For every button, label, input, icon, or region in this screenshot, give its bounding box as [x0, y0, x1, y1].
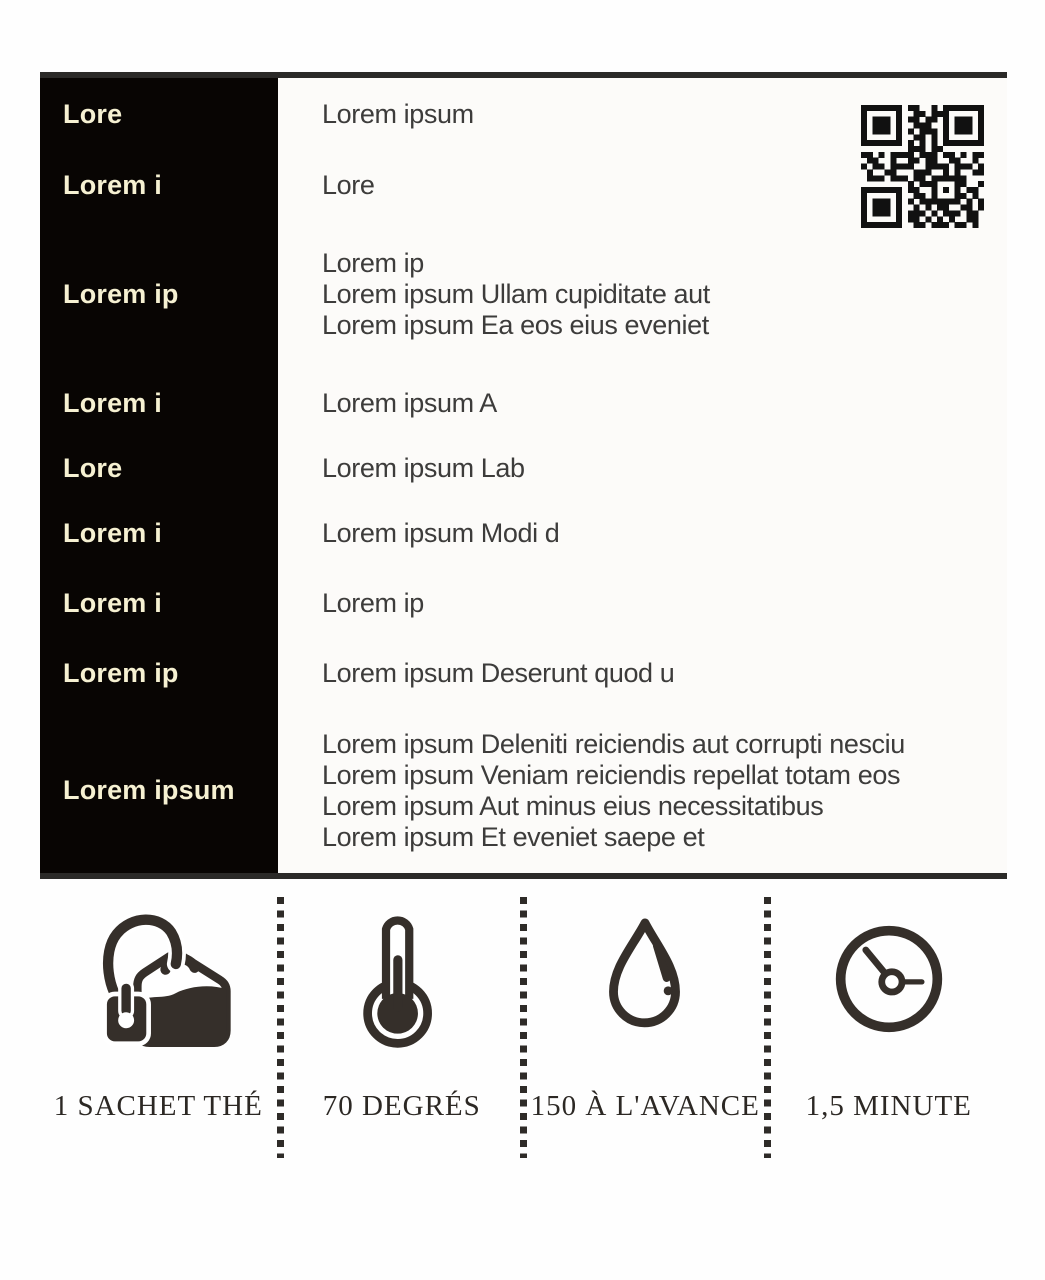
row-value: [278, 638, 1007, 708]
row-value: [278, 568, 1007, 638]
brew-step-time: [771, 897, 1008, 1158]
brew-instructions: [40, 897, 1007, 1158]
row-value-line: Lorem ip: [322, 247, 424, 278]
row-value: [278, 708, 1007, 873]
row-label: Lorem i: [40, 498, 278, 568]
row-value-line: Lorem ipsum Aut minus eius necessitatibus: [322, 790, 824, 821]
row-value-line: Lorem ipsum Deleniti reiciendis aut corrupti nesciu: [322, 728, 905, 759]
dotted-divider: [520, 897, 527, 1158]
row-label: Lore: [40, 78, 278, 150]
row-value-line: Lorem ipsum: [322, 98, 474, 129]
row-value: [278, 368, 1007, 438]
row-label: Lorem ipsum: [40, 708, 278, 873]
qr-code-image: [859, 105, 986, 228]
spec-table: [40, 72, 1007, 879]
tea-bag-icon: [83, 897, 233, 1060]
table-row: [40, 438, 1007, 498]
row-value: [278, 438, 1007, 498]
table-row: [40, 708, 1007, 873]
table-row: [40, 638, 1007, 708]
table-row: [40, 368, 1007, 438]
brew-step-label: 150 À L'AVANCE: [530, 1090, 760, 1122]
dotted-divider: [277, 897, 284, 1158]
row-value: [278, 220, 1007, 368]
row-value-line: Lore: [322, 169, 375, 200]
thermometer-icon: [353, 897, 450, 1060]
brew-step-temperature: [284, 897, 521, 1158]
row-value-line: Lorem ipsum Veniam reiciendis repellat totam eos: [322, 759, 901, 790]
table-row: [40, 498, 1007, 568]
row-label: Lorem i: [40, 368, 278, 438]
row-label: Lorem ip: [40, 220, 278, 368]
brew-step-label: 1 SACHET THÉ: [53, 1090, 263, 1122]
table-row: [40, 568, 1007, 638]
table-row: [40, 220, 1007, 368]
row-label: Lorem i: [40, 568, 278, 638]
row-value-line: Lorem ipsum Ea eos eius eveniet: [322, 309, 709, 340]
brew-step-label: 70 DEGRÉS: [322, 1090, 481, 1122]
row-value-line: Lorem ipsum Et eveniet saepe et: [322, 821, 705, 852]
brew-step-label: 1,5 MINUTE: [805, 1090, 972, 1122]
row-value-line: Lorem ip: [322, 587, 424, 618]
qr-code: [859, 105, 986, 228]
row-value-line: Lorem ipsum Lab: [322, 452, 525, 483]
row-label: Lorem i: [40, 150, 278, 220]
row-value: [278, 498, 1007, 568]
row-value-line: Lorem ipsum Ullam cupiditate aut: [322, 278, 710, 309]
row-value-line: Lorem ipsum Deserunt quod u: [322, 657, 675, 688]
dotted-divider: [764, 897, 771, 1158]
brew-step-sachet: [40, 897, 277, 1158]
row-value-line: Lorem ipsum Modi d: [322, 517, 560, 548]
clock-icon: [831, 897, 947, 1060]
row-label: Lorem ip: [40, 638, 278, 708]
brew-step-water: [527, 897, 764, 1158]
row-label: Lore: [40, 438, 278, 498]
water-drop-icon: [600, 897, 690, 1060]
row-value-line: Lorem ipsum A: [322, 387, 497, 418]
